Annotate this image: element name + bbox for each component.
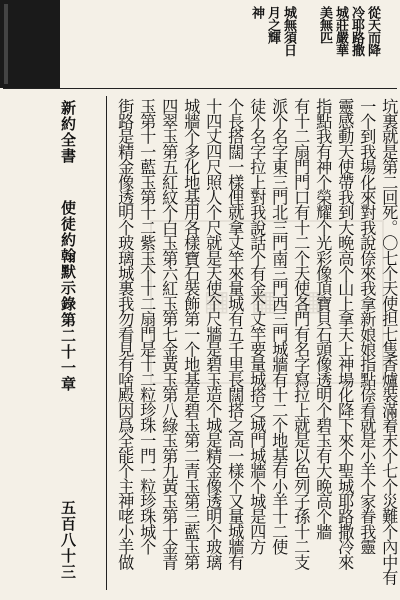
text-column-10: 城牆个多化地基用各樣寶石裝飾第一个地基是碧玉第二青玉第三藍玉第	[181, 98, 201, 570]
text-column-13: 街路是精金像透明个玻璃城裏我勿看見有啥殿因爲全能个主神咾小羊做	[115, 98, 135, 570]
text-column-8: 个長搭闊一樣俚就拿丈竿來量城有五千里長闊搭之高一樣个又量城牆有	[225, 98, 245, 570]
text-column-12: 玉第十一藍玉第十二紫玉个十二扇門是十二粒珍珠一門一粒珍珠城个	[137, 98, 157, 554]
book-title: 新約全書	[59, 100, 77, 164]
page-number: 五百八十三	[59, 500, 77, 580]
header-line-4: 美無匹	[317, 6, 332, 44]
header-line-3: 城莊嚴華	[333, 6, 348, 56]
scan-border	[0, 0, 60, 88]
text-column-9: 十四丈四尺照人个尺就是天使个尺牆是碧玉造个城是精金像透明个玻璃	[203, 98, 223, 570]
text-column-6: 派个名字東三門北三門南三門西三門城牆有十二个地基有小羊十二使	[269, 98, 289, 554]
header-line-7: 神	[249, 6, 264, 19]
header-line-2: 冷耶路撒	[349, 6, 364, 56]
header-line-6: 月之輝	[265, 6, 280, 44]
chapter-title: 使徒約翰默示錄第二十一章	[59, 200, 77, 392]
text-column-7: 徒个名字拉上對我說話个有金个丈竿要量城搭之城門城牆个城是四方	[247, 98, 267, 554]
header-rule	[3, 88, 397, 89]
text-column-5: 有十二扇門門口有十二个天使各門有名字寫拉上就是以色列子孫十二支	[291, 98, 311, 570]
watermark-glyphs: ▦ ▦ ▦	[203, 284, 331, 317]
binding-marks	[4, 4, 8, 84]
margin-rule	[106, 96, 107, 590]
header-line-5: 城無須日	[281, 6, 296, 56]
text-column-2: 一个到我場化來對我說倷來我拿新娘娘指點倷看就是小羊个家眷我靈	[357, 98, 377, 554]
text-column-1: 坑裏就是第二回死。〇七个天使担七隻香爐裝滿着末个七个災難个內中有	[379, 98, 399, 585]
text-column-3: 靈感動天使帶我到大晩高个山上拿天上神場化降下來个聖城耶路撒冷來	[335, 98, 355, 570]
text-column-11: 四翠玉第五紅紋个白玉第六紅玉第七金黃玉第八綠玉第九黃玉第十金青	[159, 98, 179, 570]
header-line-1: 從天而降	[365, 6, 380, 56]
text-column-4: 指點我有神个榮耀个光彩像頂寶貝石頭像透明个碧玉有大晩高个牆	[313, 98, 333, 539]
